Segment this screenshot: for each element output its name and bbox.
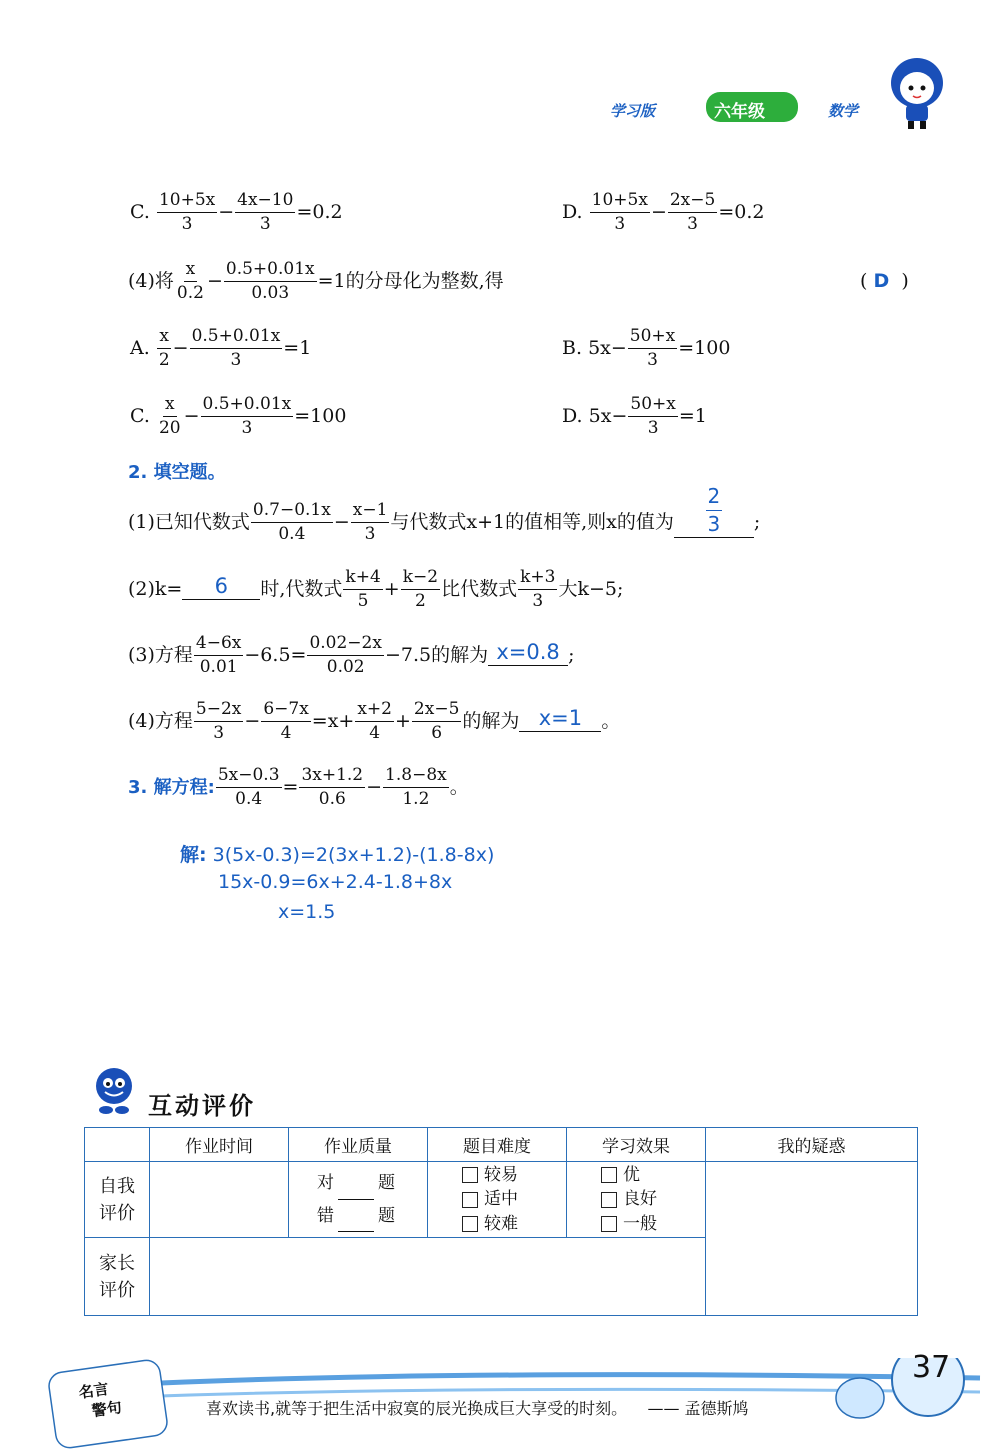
checkbox[interactable] — [601, 1216, 617, 1232]
header-effect: 学习效果 — [567, 1128, 706, 1162]
effect-cell: 优 良好 一般 — [567, 1162, 706, 1238]
smiley-mascot-icon — [86, 1062, 142, 1118]
quality-cell: 对 题 错 题 — [289, 1162, 428, 1238]
checkbox[interactable] — [601, 1192, 617, 1208]
fraction: $\frac{1.8-8x}{1.2}$ — [385, 765, 447, 810]
evaluation-table — [84, 1127, 918, 1316]
header-subject: 数学 — [828, 102, 859, 120]
fraction: $\frac{2x-5}{6}$ — [413, 699, 460, 744]
eval-title: 互动评价 — [148, 1092, 256, 1120]
q1-part4-answer-paren: ( D ) — [860, 270, 909, 292]
q1-option-d: D. $\frac{10+5x}{3}$ − $\frac{2x-5}{3}$ =0.2 — [562, 190, 765, 235]
fraction: $\frac{0.5+0.01x}{3}$ — [191, 326, 281, 371]
fraction: $\frac{10+5x}{3}$ — [158, 190, 216, 235]
q1-4-option-a: A. $\frac{x}{2}$ − $\frac{0.5+0.01x}{3}$ =1 — [130, 326, 312, 371]
footer-quote: 喜欢读书,就等于把生活中寂寞的辰光换成巨大享受的时刻。 —— 孟德斯鸠 — [206, 1399, 749, 1418]
fraction: $\frac{x}{20}$ — [158, 394, 181, 439]
parent-eval-label: 家长 评价 — [85, 1238, 150, 1316]
q3-solution-line1: 3(5x-0.3)=2(3x+1.2)-(1.8-8x) — [212, 844, 495, 866]
wrong-count-blank[interactable] — [338, 1217, 374, 1232]
header-book: 学习版 — [610, 102, 656, 120]
fraction: $\frac{6-7x}{4}$ — [263, 699, 309, 744]
fraction: $\frac{x}{2}$ — [158, 326, 170, 371]
q3-equation: 3. 解方程: $\frac{5x-0.3}{0.4}$ = $\frac{3x+1.2}{0.6}$ − $\frac{1.8-8x}{1.2}$ 。 — [128, 765, 469, 810]
q1-4-option-c: C. $\frac{x}{20}$ − $\frac{0.5+0.01x}{3}$ =100 — [130, 394, 347, 439]
self-eval-label: 自我 评价 — [85, 1162, 150, 1238]
fraction: $\frac{0.5+0.01x}{0.03}$ — [225, 259, 315, 304]
questions-cell[interactable] — [706, 1162, 918, 1316]
q1-4-option-d: D. 5x− $\frac{50+x}{3}$ =1 — [562, 394, 707, 439]
fraction: $\frac{10+5x}{3}$ — [591, 190, 648, 235]
fraction: $\frac{5-2x}{3}$ — [195, 699, 242, 744]
q2-part1-answer: $\frac{2}{3}$ — [707, 484, 721, 537]
fraction: $\frac{0.7-0.1x}{0.4}$ — [252, 500, 331, 545]
girl-mascot-icon — [884, 55, 950, 131]
q2-part3-answer: x=0.8 — [496, 640, 560, 665]
page-number: 37 — [912, 1350, 951, 1385]
parent-eval-cell[interactable] — [150, 1238, 706, 1316]
difficulty-cell: 较易 适中 较难 — [428, 1162, 567, 1238]
time-cell[interactable] — [150, 1162, 289, 1238]
q3-solution — [180, 840, 494, 867]
q2-part3-blank[interactable] — [488, 640, 568, 666]
q3-solution-label: 解: — [180, 844, 207, 866]
header-difficulty: 题目难度 — [428, 1128, 567, 1162]
fraction: $\frac{k-2}{2}$ — [402, 567, 439, 612]
q1-part4: (4)将 $\frac{x}{0.2}$ − $\frac{0.5+0.01x}{0.03}$ =1的分母化为整数,得 — [128, 259, 504, 304]
fraction: $\frac{0.5+0.01x}{3}$ — [202, 394, 292, 439]
checkbox[interactable] — [462, 1192, 478, 1208]
fraction: $\frac{4-6x}{0.01}$ — [195, 633, 242, 678]
checkbox[interactable] — [462, 1216, 478, 1232]
q1-option-c: C. $\frac{10+5x}{3}$ − $\frac{4x-10}{3}$ =0.2 — [130, 190, 343, 235]
fraction: $\frac{k+3}{3}$ — [520, 567, 556, 612]
fraction: $\frac{x-1}{3}$ — [352, 500, 388, 545]
q2-part1: (1)已知代数式 $\frac{0.7-0.1x}{0.4}$ − $\frac{x-1}{3}$ 与代数式x+1的值相等,则x的值为 $\frac{2}{3}$ ; — [128, 484, 761, 545]
fraction: $\frac{3x+1.2}{0.6}$ — [301, 765, 364, 810]
checkbox[interactable] — [462, 1167, 478, 1183]
q2-part1-blank[interactable] — [674, 484, 754, 538]
q2-part4-answer: x=1 — [538, 706, 583, 731]
q2-part2: (2)k= 6 时,代数式 $\frac{k+4}{5}$ + $\frac{k-2}{2}$ 比代数式 $\frac{k+3}{3}$ 大k−5; — [128, 567, 624, 612]
q1-4-option-b: B. 5x− $\frac{50+x}{3}$ =100 — [562, 326, 731, 371]
q2-part4-blank[interactable] — [519, 706, 601, 732]
fraction: $\frac{5x-0.3}{0.4}$ — [217, 765, 280, 810]
fraction: $\frac{50+x}{3}$ — [630, 394, 676, 439]
header-quality: 作业质量 — [289, 1128, 428, 1162]
q2-title: 2. 填空题。 — [128, 462, 226, 483]
fraction: $\frac{x}{0.2}$ — [176, 259, 204, 304]
footer-tag: 名言 警句 — [77, 1379, 123, 1421]
q1-part4-answer: D — [873, 270, 890, 292]
header-time: 作业时间 — [150, 1128, 289, 1162]
q3-solution-line2: 15x-0.9=6x+2.4-1.8+8x — [218, 871, 453, 893]
fraction: $\frac{k+4}{5}$ — [345, 567, 381, 612]
fraction: $\frac{x+2}{4}$ — [357, 699, 392, 744]
q2-part3: (3)方程 $\frac{4-6x}{0.01}$ −6.5= $\frac{0.02-2x}{0.02}$ −7.5的解为 x=0.8 ; — [128, 633, 575, 678]
q2-part4: (4)方程 $\frac{5-2x}{3}$ − $\frac{6-7x}{4}$ =x+ $\frac{x+2}{4}$ + $\frac{2x-5}{6}$ 的解为 x=1 。 — [128, 699, 621, 744]
fraction: $\frac{2x-5}{3}$ — [669, 190, 716, 235]
correct-count-blank[interactable] — [338, 1185, 374, 1200]
page-footer — [0, 1350, 1000, 1449]
q3-title: 3. 解方程: — [128, 776, 215, 798]
fraction: $\frac{50+x}{3}$ — [629, 326, 676, 371]
header-questions: 我的疑惑 — [706, 1128, 918, 1162]
header-grade: 六年级 — [714, 102, 765, 122]
q3-solution-line3: x=1.5 — [278, 901, 336, 923]
checkbox[interactable] — [601, 1167, 617, 1183]
q2-part2-blank[interactable] — [182, 574, 260, 600]
fraction: $\frac{0.02-2x}{0.02}$ — [309, 633, 382, 678]
q2-part2-answer: 6 — [214, 574, 229, 599]
fraction: $\frac{4x-10}{3}$ — [237, 190, 294, 235]
